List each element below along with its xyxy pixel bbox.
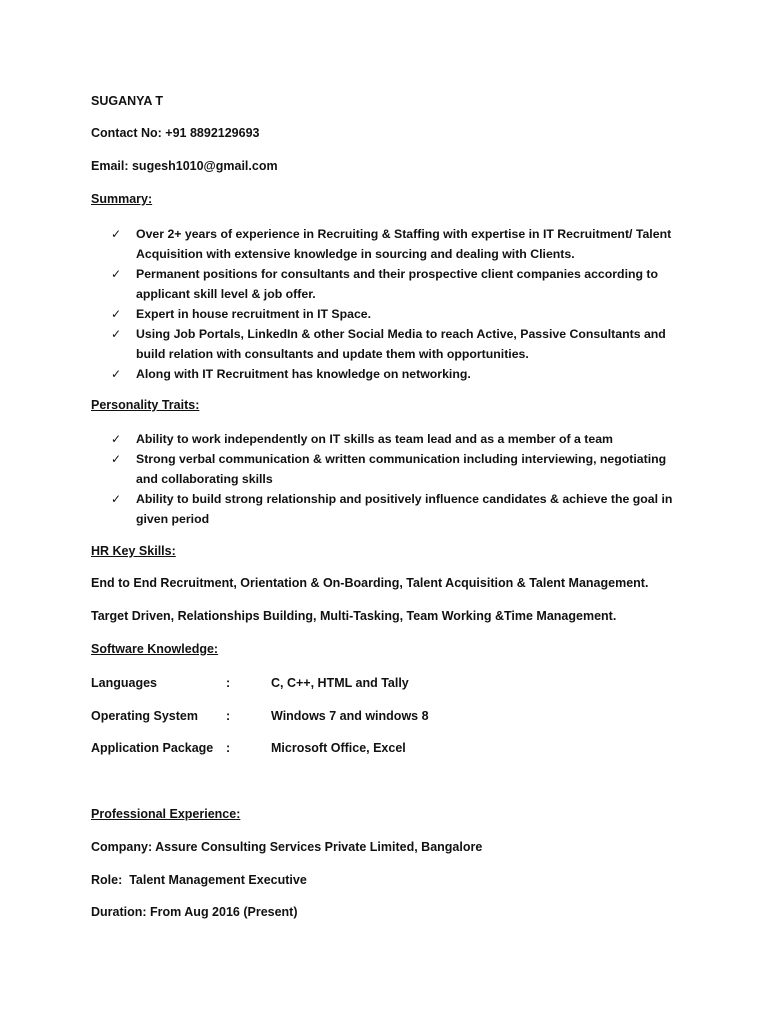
software-label-languages: Languages bbox=[91, 676, 157, 690]
hr-skills-heading: HR Key Skills: bbox=[91, 544, 176, 558]
personality-heading: Personality Traits: bbox=[91, 398, 200, 412]
list-item: ✓ Over 2+ years of experience in Recruiting & Staffing with expertise in IT Recruitment/ Talent Acquisition with extensive knowledge in sourcing and dealing with Clients. bbox=[111, 224, 691, 264]
list-item: ✓ Ability to work independently on IT skills as team lead and as a member of a team bbox=[111, 429, 691, 449]
experience-company: Company: Assure Consulting Services Private Limited, Bangalore bbox=[91, 840, 483, 854]
software-heading: Software Knowledge: bbox=[91, 642, 219, 656]
hr-skills-line-2: Target Driven, Relationships Building, Multi-Tasking, Team Working &Time Management. bbox=[91, 609, 617, 623]
list-item: ✓ Permanent positions for consultants and their prospective client companies according to applicant skill level & job offer. bbox=[111, 264, 691, 304]
software-value-application: Microsoft Office, Excel bbox=[271, 741, 406, 755]
list-item: ✓ Ability to build strong relationship and positively influence candidates & achieve the goal in given period bbox=[111, 489, 691, 529]
candidate-name: SUGANYA T bbox=[91, 94, 164, 108]
software-colon: : bbox=[226, 709, 231, 723]
list-item: ✓ Using Job Portals, LinkedIn & other Social Media to reach Active, Passive Consultants and build relation with consultants and update them with opportunities. bbox=[111, 324, 691, 364]
software-label-application: Application Package bbox=[91, 741, 214, 755]
experience-heading: Professional Experience: bbox=[91, 807, 241, 821]
check-mark-icon: ✓ bbox=[111, 267, 122, 281]
summary-heading: Summary: bbox=[91, 192, 153, 206]
check-mark-icon: ✓ bbox=[111, 327, 122, 341]
list-item: ✓ Expert in house recruitment in IT Space. bbox=[111, 304, 691, 324]
personality-list bbox=[111, 429, 691, 529]
check-mark-icon: ✓ bbox=[111, 307, 122, 321]
check-mark-icon: ✓ bbox=[111, 227, 122, 241]
hr-skills-line-1: End to End Recruitment, Orientation & On-Boarding, Talent Acquisition & Talent Management. bbox=[91, 576, 649, 590]
experience-role: Role: Talent Management Executive bbox=[91, 873, 307, 887]
email-address: Email: sugesh1010@gmail.com bbox=[91, 159, 278, 173]
list-item: ✓ Along with IT Recruitment has knowledge on networking. bbox=[111, 364, 691, 384]
list-item: ✓ Strong verbal communication & written communication including interviewing, negotiating and collaborating skills bbox=[111, 449, 691, 489]
software-colon: : bbox=[226, 741, 231, 755]
experience-duration: Duration: From Aug 2016 (Present) bbox=[91, 905, 298, 919]
software-colon: : bbox=[226, 676, 231, 690]
software-value-languages: C, C++, HTML and Tally bbox=[271, 676, 409, 690]
check-mark-icon: ✓ bbox=[111, 492, 122, 506]
check-mark-icon: ✓ bbox=[111, 452, 122, 466]
summary-list bbox=[111, 224, 691, 384]
software-label-os: Operating System bbox=[91, 709, 198, 723]
software-value-os: Windows 7 and windows 8 bbox=[271, 709, 429, 723]
check-mark-icon: ✓ bbox=[111, 367, 122, 381]
contact-number: Contact No: +91 8892129693 bbox=[91, 126, 260, 140]
check-mark-icon: ✓ bbox=[111, 432, 122, 446]
